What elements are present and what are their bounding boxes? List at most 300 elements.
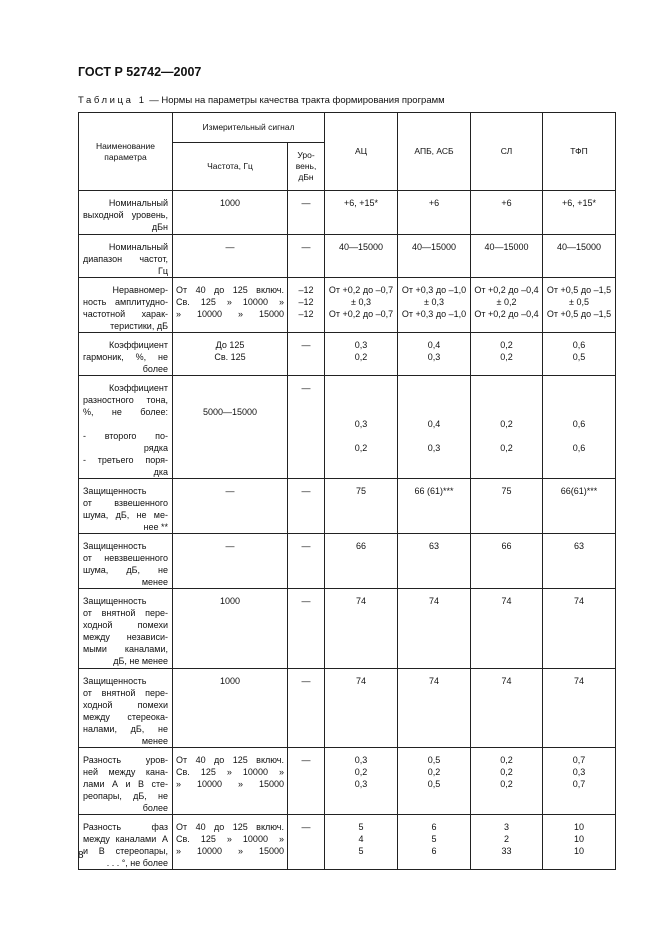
value-line: 0,2 (354, 352, 368, 362)
ac-values (325, 278, 397, 320)
cell-ac (325, 333, 398, 376)
apb-values (398, 479, 470, 497)
level-line: — (301, 198, 311, 208)
apb-values (398, 669, 470, 687)
value-line: От +0,2 до –0,7 (328, 309, 394, 319)
cell-frequency (173, 376, 288, 479)
table-row (79, 534, 616, 589)
frequency-line: 5000—15000 (202, 407, 258, 417)
parameter-line: от внятной пере- (83, 688, 168, 698)
frequency-lines (173, 589, 287, 607)
cell-tfp (543, 534, 616, 589)
cell-level (288, 235, 325, 278)
ac-values (325, 748, 397, 790)
frequency-line: — (225, 541, 235, 551)
cell-ac (325, 278, 398, 333)
ac-values (325, 534, 397, 552)
apb-values (398, 534, 470, 552)
parameter-line: ность амплитудно- (83, 297, 168, 307)
cell-tfp (543, 479, 616, 534)
table-row (79, 589, 616, 669)
table-row (79, 333, 616, 376)
tfp-values (543, 333, 615, 363)
frequency-line: Св. 125 (214, 352, 246, 362)
cell-tfp (543, 278, 616, 333)
cell-parameter (79, 376, 173, 479)
table-caption-lead: Таблица 1 (78, 95, 147, 106)
parameter-line: между независи- (83, 632, 168, 642)
parameter-line: ней между кана- (83, 767, 168, 777)
level-lines (288, 235, 324, 253)
apb-values (398, 748, 470, 790)
value-line: 0,2 (500, 419, 513, 429)
table-row (79, 376, 616, 479)
cell-parameter (79, 589, 173, 669)
sl-values (471, 479, 542, 497)
ac-values (325, 815, 397, 857)
value-line: 33 (501, 846, 512, 856)
cell-level (288, 534, 325, 589)
sl-values (471, 815, 542, 857)
frequency-line: Св. 125 » 10000 » (176, 297, 284, 307)
cell-parameter (79, 235, 173, 278)
header-level-line: Уро- (297, 150, 315, 160)
tfp-values (543, 235, 615, 253)
sl-values (471, 333, 542, 363)
value-line: 0,5 (427, 755, 441, 765)
cell-parameter (79, 479, 173, 534)
cell-ac (325, 815, 398, 870)
cell-level (288, 191, 325, 235)
cell-parameter (79, 534, 173, 589)
tfp-values (543, 376, 615, 454)
parameter-line: реопары, дБ, не (83, 791, 168, 801)
cell-apb (398, 589, 471, 669)
header-level (288, 143, 325, 191)
value-line: 0,2 (500, 767, 513, 777)
level-line: — (301, 486, 311, 496)
cell-level (288, 748, 325, 815)
header-level-line: дБн (298, 172, 314, 182)
level-lines (288, 191, 324, 209)
value-line: 66 (61)*** (414, 486, 454, 496)
value-line: 74 (501, 676, 512, 686)
tfp-values (543, 479, 615, 497)
cell-ac (325, 534, 398, 589)
value-line: 63 (429, 541, 440, 551)
cell-tfp (543, 815, 616, 870)
value-line: 0,2 (427, 767, 441, 777)
value-line: От +0,2 до –0,7 (328, 285, 394, 295)
value-line: 10 (574, 846, 585, 856)
value-line: 0,5 (427, 779, 441, 789)
value-line: ± 0,2 (496, 297, 517, 307)
apb-values (398, 191, 470, 209)
value-line: +6 (501, 198, 512, 208)
value-line: 0,6 (572, 419, 586, 429)
parameter-line: более (142, 364, 168, 374)
frequency-lines (173, 278, 287, 320)
level-lines (288, 333, 324, 351)
value-line: 5 (358, 822, 364, 832)
frequency-line: » 10000 » 15000 (176, 309, 284, 319)
apb-values (398, 376, 470, 454)
cell-apb (398, 748, 471, 815)
header-parameter-line: Наименование (96, 140, 155, 151)
cell-frequency (173, 534, 288, 589)
cell-apb (398, 235, 471, 278)
header-ac: АЦ (325, 113, 398, 191)
cell-sl (471, 815, 543, 870)
value-line: От +0,5 до –1,5 (546, 285, 612, 295)
parameter-line: более (142, 803, 168, 813)
value-line: 40—15000 (411, 242, 457, 252)
parameter-line: Гц (157, 266, 168, 276)
value-line: От +0,3 до –1,0 (401, 309, 467, 319)
cell-ac (325, 669, 398, 748)
frequency-line: 1000 (219, 198, 241, 208)
value-line: 75 (356, 486, 367, 496)
cell-sl (471, 534, 543, 589)
value-line: 0,3 (427, 443, 441, 453)
cell-frequency (173, 278, 288, 333)
apb-values (398, 235, 470, 253)
parameter-line: шума, дБ, не ме- (83, 510, 168, 520)
level-lines (288, 534, 324, 552)
tfp-values (543, 278, 615, 320)
level-line: — (301, 383, 311, 393)
cell-parameter (79, 748, 173, 815)
frequency-lines (173, 815, 287, 857)
cell-frequency (173, 479, 288, 534)
table-row (79, 748, 616, 815)
frequency-line: 1000 (219, 676, 241, 686)
cell-apb (398, 191, 471, 235)
value-line: 0,2 (354, 443, 368, 453)
level-line: — (301, 822, 311, 832)
cell-apb (398, 333, 471, 376)
value-line: ± 0,5 (569, 297, 589, 307)
parameter-line: дка (153, 467, 168, 477)
parameter-line: Разность фаз (83, 822, 168, 832)
parameter-line: менее (141, 736, 168, 746)
value-line: 0,6 (572, 340, 586, 350)
frequency-lines (173, 534, 287, 552)
tfp-values (543, 669, 615, 687)
value-line: +6 (428, 198, 440, 208)
frequency-lines (173, 376, 287, 418)
apb-values (398, 589, 470, 607)
value-line: 3 (504, 822, 510, 832)
parameter-line: налами, дБ, не (83, 724, 168, 734)
frequency-line: Св. 125 » 10000 » (176, 767, 284, 777)
cell-sl (471, 235, 543, 278)
parameter-line: ходной помехи (83, 700, 168, 710)
parameter-line: рядка (143, 443, 168, 453)
level-line: — (301, 755, 311, 765)
cell-level (288, 333, 325, 376)
apb-values (398, 815, 470, 857)
sl-values (471, 669, 542, 687)
value-line: 74 (501, 596, 512, 606)
table-row (79, 815, 616, 870)
value-line: От +0,3 до –1,0 (401, 285, 467, 295)
value-line: 74 (429, 596, 440, 606)
level-line: — (301, 340, 311, 350)
cell-sl (471, 589, 543, 669)
apb-values (398, 333, 470, 363)
header-frequency: Частота, Гц (173, 143, 288, 191)
apb-values (398, 278, 470, 320)
sl-values (471, 278, 542, 320)
value-line: 40—15000 (556, 242, 602, 252)
level-lines (288, 278, 324, 320)
parameter-line: - второго по- (83, 431, 168, 441)
table-row (79, 278, 616, 333)
value-line: 6 (431, 846, 437, 856)
value-line: 0,7 (572, 779, 586, 789)
parameter-line: Защищенность (83, 541, 147, 551)
cell-apb (398, 278, 471, 333)
cell-apb (398, 669, 471, 748)
cell-apb (398, 815, 471, 870)
level-line: — (301, 676, 311, 686)
ac-values (325, 376, 397, 454)
parameter-line: Коэффициент (109, 340, 168, 350)
value-line: 0,5 (572, 352, 586, 362)
cell-parameter (79, 278, 173, 333)
cell-frequency (173, 669, 288, 748)
sl-values (471, 534, 542, 552)
ac-values (325, 669, 397, 687)
parameter-line: нее ** (143, 522, 168, 532)
value-line: 74 (574, 676, 585, 686)
value-line: 66 (356, 541, 367, 551)
frequency-lines (173, 191, 287, 209)
value-line: 0,4 (427, 419, 441, 429)
parameter-line: Неравномер- (112, 285, 168, 295)
value-line: 0,2 (500, 779, 513, 789)
parameter-line: . . . °, не более (106, 858, 168, 868)
table-row (79, 669, 616, 748)
cell-ac (325, 479, 398, 534)
value-line: 6 (431, 822, 437, 832)
level-line: –12 (298, 309, 314, 319)
level-lines (288, 376, 324, 394)
header-apb: АПБ, АСБ (398, 113, 471, 191)
header-sl: СЛ (471, 113, 543, 191)
cell-sl (471, 333, 543, 376)
value-line: 74 (356, 676, 367, 686)
level-line: — (301, 541, 311, 551)
cell-sl (471, 278, 543, 333)
value-line: От +0,2 до –0,4 (474, 309, 539, 319)
cell-frequency (173, 191, 288, 235)
parameter-line: %, не более: (83, 407, 168, 417)
cell-level (288, 376, 325, 479)
value-line: 75 (501, 486, 512, 496)
parameter-line: Защищенность (83, 596, 147, 606)
value-line: 0,4 (427, 340, 441, 350)
tfp-values (543, 191, 615, 209)
cell-sl (471, 376, 543, 479)
value-line: 0,3 (354, 340, 368, 350)
parameter-line: Коэффициент (109, 383, 168, 393)
cell-frequency (173, 333, 288, 376)
parameter-line: дБ, не менее (113, 656, 168, 666)
frequency-line: До 125 (215, 340, 245, 350)
parameter-line: от невзвешенного (83, 553, 168, 563)
cell-tfp (543, 333, 616, 376)
cell-apb (398, 534, 471, 589)
cell-sl (471, 479, 543, 534)
value-line: 0,2 (500, 340, 513, 350)
cell-level (288, 669, 325, 748)
parameter-line: дБн (151, 222, 168, 232)
cell-tfp (543, 748, 616, 815)
table-body (79, 191, 616, 870)
cell-sl (471, 669, 543, 748)
value-line: 0,3 (354, 755, 368, 765)
value-line: 0,2 (500, 352, 513, 362)
parameter-line: между стереока- (83, 712, 168, 722)
table-caption-text: — Нормы на параметры качества тракта формирования программ (146, 95, 445, 106)
value-line: ± 0,3 (351, 297, 371, 307)
value-line: 5 (358, 846, 364, 856)
value-line: 74 (574, 596, 585, 606)
ac-values (325, 589, 397, 607)
cell-parameter (79, 333, 173, 376)
parameter-line: между каналами А (83, 834, 168, 844)
cell-parameter (79, 669, 173, 748)
frequency-lines (173, 333, 287, 363)
level-lines (288, 815, 324, 833)
page-number: 8 (78, 850, 84, 861)
cell-level (288, 278, 325, 333)
parameter-line: менее (141, 577, 168, 587)
parameter-line (83, 418, 168, 430)
value-line: 0,2 (500, 755, 513, 765)
parameter-line: разностного тона, (83, 395, 168, 405)
cell-ac (325, 191, 398, 235)
cell-tfp (543, 235, 616, 278)
frequency-line: » 10000 » 15000 (176, 846, 284, 856)
value-line: 40—15000 (338, 242, 384, 252)
header-parameter (79, 113, 173, 191)
tfp-values (543, 589, 615, 607)
value-line: 66(61)*** (560, 486, 598, 496)
level-line: –12 (298, 297, 314, 307)
ac-values (325, 235, 397, 253)
parameter-line: теристики, дБ (110, 321, 168, 331)
value-line: 63 (574, 541, 585, 551)
table-row (79, 191, 616, 235)
cell-frequency (173, 748, 288, 815)
cell-ac (325, 748, 398, 815)
value-line: От +0,5 до –1,5 (546, 309, 612, 319)
value-line: 74 (356, 596, 367, 606)
cell-tfp (543, 589, 616, 669)
value-line: 10 (574, 822, 585, 832)
frequency-line: — (225, 242, 235, 252)
cell-apb (398, 479, 471, 534)
tfp-values (543, 534, 615, 552)
sl-values (471, 589, 542, 607)
parameter-line: выходной уровень, (83, 210, 168, 220)
level-lines (288, 748, 324, 766)
level-lines (288, 479, 324, 497)
cell-level (288, 479, 325, 534)
header-measuring-signal: Измерительный сигнал (173, 113, 325, 143)
level-lines (288, 589, 324, 607)
sl-values (471, 235, 542, 253)
cell-frequency (173, 235, 288, 278)
sl-values (471, 376, 542, 454)
value-line: 66 (501, 541, 512, 551)
level-line: — (301, 242, 311, 252)
parameter-line: шума, дБ, не (83, 565, 168, 575)
value-line: 0,2 (500, 443, 513, 453)
frequency-line: Св. 125 » 10000 » (176, 834, 284, 844)
parameter-line: лами А и В сте- (83, 779, 168, 789)
header-level-line: вень, (295, 161, 317, 171)
cell-ac (325, 376, 398, 479)
parameter-line: Защищенность (83, 486, 147, 496)
parameter-line: ходной помехи (83, 620, 168, 630)
value-line: 0,3 (354, 419, 368, 429)
value-line: 2 (504, 834, 510, 844)
table-row (79, 235, 616, 278)
frequency-line: От 40 до 125 включ. (176, 822, 284, 832)
tfp-values (543, 815, 615, 857)
frequency-line: » 10000 » 15000 (176, 779, 284, 789)
value-line: 4 (358, 834, 364, 844)
value-line: 0,7 (572, 755, 586, 765)
cell-parameter (79, 815, 173, 870)
parameter-line: от внятной пере- (83, 608, 168, 618)
frequency-line: От 40 до 125 включ. (176, 285, 284, 295)
parameter-line: частотной харак- (83, 309, 168, 319)
parameter-line: мыми каналами, (83, 644, 168, 654)
parameter-line: диапазон частот, (83, 254, 168, 264)
cell-ac (325, 589, 398, 669)
value-line: 0,2 (354, 767, 368, 777)
frequency-line: От 40 до 125 включ. (176, 755, 284, 765)
level-lines (288, 669, 324, 687)
value-line: 0,3 (572, 767, 586, 777)
frequency-line: 1000 (219, 596, 241, 606)
table-row (79, 479, 616, 534)
table-caption (78, 95, 445, 106)
cell-parameter (79, 191, 173, 235)
frequency-lines (173, 748, 287, 790)
header-parameter-line: параметра (104, 151, 147, 162)
frequency-lines (173, 235, 287, 253)
value-line: ± 0,3 (424, 297, 444, 307)
cell-level (288, 589, 325, 669)
document-title: ГОСТ Р 52742—2007 (78, 65, 202, 79)
value-line: 0,3 (427, 352, 441, 362)
sl-values (471, 191, 542, 209)
value-line: 0,6 (572, 443, 586, 453)
header-tfp: ТФП (543, 113, 616, 191)
cell-apb (398, 376, 471, 479)
cell-ac (325, 235, 398, 278)
ac-values (325, 479, 397, 497)
frequency-lines (173, 669, 287, 687)
ac-values (325, 333, 397, 363)
frequency-line: — (225, 486, 235, 496)
